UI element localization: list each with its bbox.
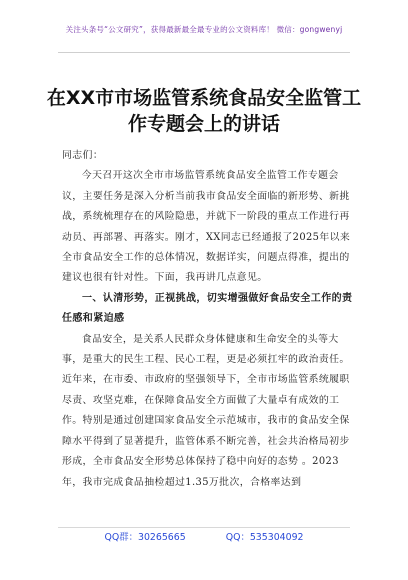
- paragraph-food-safety: 食品安全，是关系人民群众身体健康和生命安全的头等大事，是重大的民生工程、民心工程，更是必须扛牢的政治责任。近年来，在市委、市政府的坚强领导下，全市市场监管系统履职尽责、攻坚克难，在保障食品安全方面做了大量卓有成效的工作。特别是通过创建国家食品安全示范城市，我市的食品安全保障水平得到了显著提升，监管体系不断完善，社会共治格局初步形成，全市食品安全形势总体保持了稳中向好的态势 。2023年，我市完成食品抽检超过1.35万批次，合格率达到: [62, 333, 350, 488]
- document-body: [62, 146, 354, 493]
- footer-qq-contact: QQ：535304092: [225, 532, 304, 543]
- page-header: [0, 0, 408, 58]
- salutation: 同志们：: [62, 150, 104, 161]
- footer-qq-group: QQ群：30265665: [104, 532, 186, 543]
- header-divider: [58, 52, 350, 53]
- footer-divider: [58, 527, 350, 528]
- document-title: 在XX市市场监管系统食品安全监管工作专题会上的讲话: [46, 87, 362, 135]
- page-footer: [0, 529, 408, 551]
- header-promo-text: 关注头条号“公文研究”，获得最新最全最专业的公文资料库！ 微信：gongwenyj: [65, 24, 343, 34]
- paragraph-intro: 今天召开这次全市市场监管系统食品安全监管工作专题会议，主要任务是深入分析当前我市食品安全面临的新形势、新挑战，系统梳理存在的风险隐患，并就下一阶段的重点工作进行再动员、再部署、再落实。刚才，XX同志已经通报了2025年以来全市食品安全工作的总体情况，数据详实，问题点得准，提出的建议也很有针对性。下面，我再讲几点意见。: [62, 170, 351, 284]
- section-heading-1: 一、认清形势，正视挑战，切实增强做好食品安全工作的责任感和紧迫感: [62, 292, 353, 325]
